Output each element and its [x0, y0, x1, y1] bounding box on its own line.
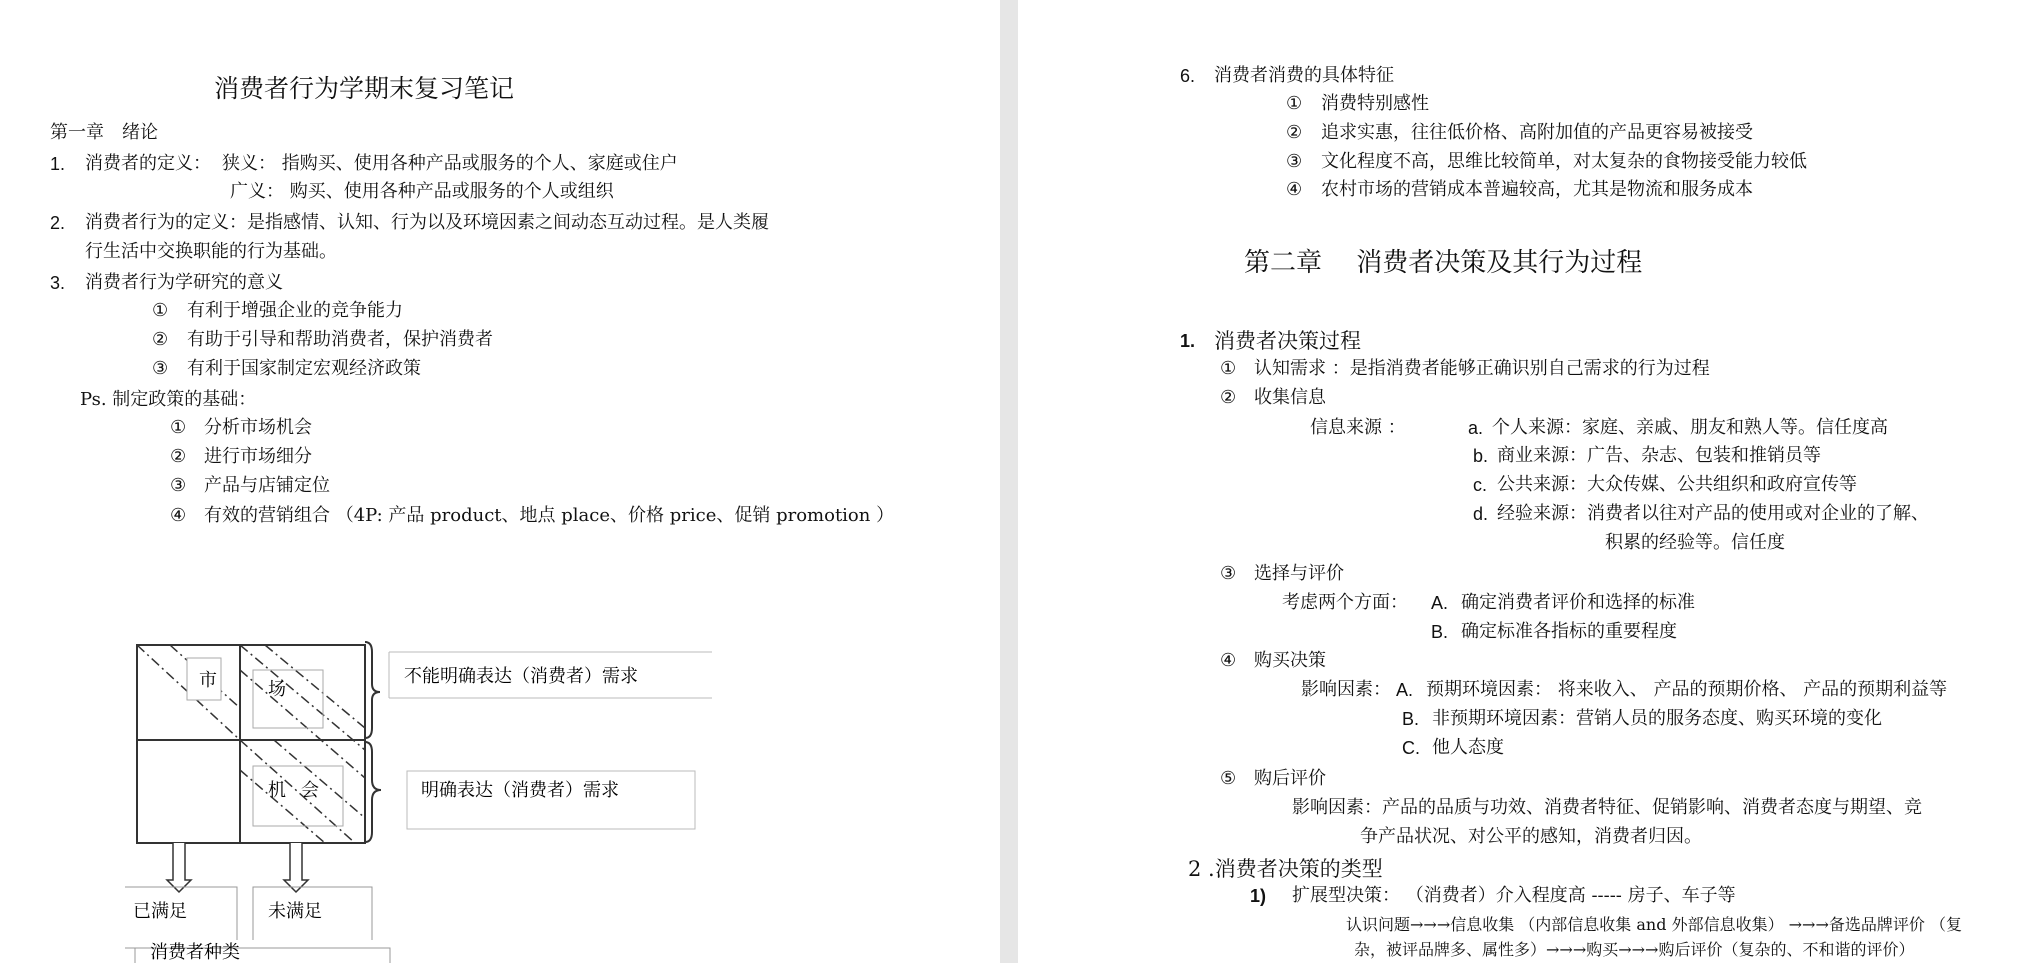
cell-label-hui: 会 [301, 780, 319, 801]
circled-number: ④ [1220, 650, 1237, 671]
circled-number: ① [1286, 93, 1303, 114]
list-item: 文化程度不高，思维比较简单，对太复杂的食物接受能力较低 [1321, 151, 1807, 172]
circled-number: ③ [1220, 563, 1237, 584]
list-number: 6. [1180, 66, 1196, 86]
circled-number: ② [1286, 122, 1303, 143]
post-eval-factors-line: 影响因素：产品的品质与功效、消费者特征、促销影响、消费者态度与期望、竞 [1292, 797, 1922, 818]
circled-number: ⑤ [1220, 768, 1237, 789]
decision-type-item: 扩展型决策： （消费者）介入程度高 ----- 房子、车子等 [1292, 885, 1736, 906]
source-mark: a. [1468, 418, 1484, 438]
narrow-definition: 狭义： 指购买、使用各种产品或服务的个人、家庭或住户 [222, 153, 678, 174]
list-item: 消费特别感性 [1321, 93, 1429, 114]
info-source-label: 信息来源 ： [1310, 417, 1406, 438]
factor-item: 预期环境因素： 将来收入、 产品的预期价格、 产品的预期利益等 [1426, 679, 1948, 700]
list-item: 有效的营销组合 （4P: 产品 product、地点 place、价格 price、促销 promotion ） [204, 505, 895, 526]
cell-label-chang: 场 [268, 679, 286, 700]
consumer-type-label: 消费者种类 [150, 942, 240, 963]
circled-number: ② [170, 446, 187, 467]
label-unexpressed-needs: 不能明确表达（消费者）需求 [404, 666, 638, 687]
consider-mark: B. [1431, 622, 1449, 642]
factor-mark: B. [1402, 709, 1420, 729]
unsatisfied-label: 未满足 [268, 901, 322, 922]
chapter-heading: 第一章 绪论 [50, 122, 158, 143]
circled-number: ④ [170, 505, 187, 526]
step-text: 收集信息 [1254, 387, 1326, 408]
source-item: 个人来源：家庭、亲戚、朋友和熟人等。信任度高 [1492, 417, 1888, 438]
list-item: 有利于增强企业的竞争能力 [187, 300, 403, 321]
behavior-definition-line: 行生活中交换职能的行为基础。 [85, 241, 337, 262]
diagonal-lines [137, 645, 365, 843]
consider-label: 考虑两个方面： [1282, 592, 1408, 613]
document-page-left [0, 0, 1000, 963]
market-opportunity-diagram [0, 600, 760, 963]
source-mark: c. [1473, 475, 1488, 495]
factor-item: 非预期环境因素：营销人员的服务态度、购买环境的变化 [1432, 708, 1882, 729]
step-text: 选择与评价 [1254, 563, 1344, 584]
circled-number: ① [1220, 358, 1237, 379]
list-number: 3. [50, 273, 66, 293]
circled-number: ① [152, 300, 169, 321]
step-text: 购后评价 [1254, 768, 1326, 789]
section-heading: 消费者决策过程 [1214, 329, 1361, 353]
source-item: 经验来源：消费者以往对产品的使用或对企业的了解、 [1497, 503, 1929, 524]
circled-number: ④ [1286, 179, 1303, 200]
ps-heading: Ps. 制定政策的基础： [80, 389, 257, 410]
section-heading: 2 .消费者决策的类型 [1188, 857, 1383, 881]
significance-heading: 消费者行为学研究的意义 [85, 272, 283, 293]
source-item-continued: 积累的经验等。信任度 [1605, 532, 1785, 553]
factor-mark: A. [1396, 680, 1414, 700]
list-item: 产品与店铺定位 [204, 475, 330, 496]
factor-label: 影响因素： [1301, 679, 1391, 700]
list-item: 有利于国家制定宏观经济政策 [187, 358, 421, 379]
list-item: 农村市场的营销成本普遍较高，尤其是物流和服务成本 [1321, 179, 1753, 200]
source-item: 商业来源：广告、杂志、包装和推销员等 [1497, 445, 1821, 466]
cell-label-shi: 市 [199, 670, 217, 691]
broad-definition: 广义： 购买、使用各种产品或服务的个人或组织 [230, 181, 614, 202]
factor-mark: C. [1402, 738, 1420, 758]
list-number: 1. [1180, 331, 1196, 351]
source-item: 公共来源：大众传媒、公共组织和政府宣传等 [1497, 474, 1857, 495]
down-arrow-icon [167, 843, 191, 892]
list-item: 追求实惠，往往低价格、高附加值的产品更容易被接受 [1321, 122, 1753, 143]
process-line: 认识问题→→→信息收集 （内部信息收集 and 外部信息收集） →→→备选品牌评价 （复 [1346, 915, 1962, 934]
cell-label-ji: 机 [268, 780, 286, 801]
list-item: 分析市场机会 [204, 417, 312, 438]
label-expressed-needs: 明确表达（消费者）需求 [421, 780, 619, 801]
satisfied-label: 已满足 [133, 901, 187, 922]
cell-box [253, 670, 323, 728]
circled-number: ③ [170, 475, 187, 496]
list-number: 2. [50, 213, 66, 233]
circled-number: ① [170, 417, 187, 438]
down-arrow-icon [284, 843, 308, 892]
source-mark: b. [1473, 446, 1489, 466]
circled-number: ② [152, 329, 169, 350]
consider-item: 确定标准各指标的重要程度 [1461, 621, 1677, 642]
list-item: 有助于引导和帮助消费者，保护消费者 [187, 329, 493, 350]
step-text: 购买决策 [1254, 650, 1326, 671]
step-text: 认知需求 ：是指消费者能够正确识别自己需求的行为过程 [1254, 358, 1710, 379]
source-mark: d. [1473, 504, 1489, 524]
list-number: 1. [50, 154, 66, 174]
behavior-definition-line: 消费者行为的定义：是指感情、认知、行为以及环境因素之间动态互动过程。是人类履 [85, 212, 769, 233]
circled-number: ③ [1286, 151, 1303, 172]
factor-item: 他人态度 [1432, 737, 1504, 758]
grid-outer [137, 645, 365, 843]
sub-number: 1) [1250, 886, 1267, 906]
circled-number: ② [1220, 387, 1237, 408]
definition-label: 消费者的定义： [85, 153, 211, 174]
chapter-heading: 第二章 消费者决策及其行为过程 [1244, 248, 1643, 278]
consider-mark: A. [1431, 593, 1449, 613]
circled-number: ③ [152, 358, 169, 379]
post-eval-factors-line: 争产品状况、对公平的感知，消费者归因。 [1360, 826, 1702, 847]
document-page-right [1018, 0, 2022, 963]
features-heading: 消费者消费的具体特征 [1214, 65, 1394, 86]
list-item: 进行市场细分 [204, 446, 312, 467]
document-title: 消费者行为学期末复习笔记 [214, 74, 515, 103]
consider-item: 确定消费者评价和选择的标准 [1461, 592, 1695, 613]
process-line: 杂，被评品牌多、属性多）→→→购买→→→购后评价（复杂的、不和谐的评价） [1354, 940, 1915, 959]
cell-box [253, 766, 343, 826]
brace-top [365, 642, 380, 738]
brace-bottom [365, 742, 381, 842]
page-gap [1000, 0, 1018, 963]
